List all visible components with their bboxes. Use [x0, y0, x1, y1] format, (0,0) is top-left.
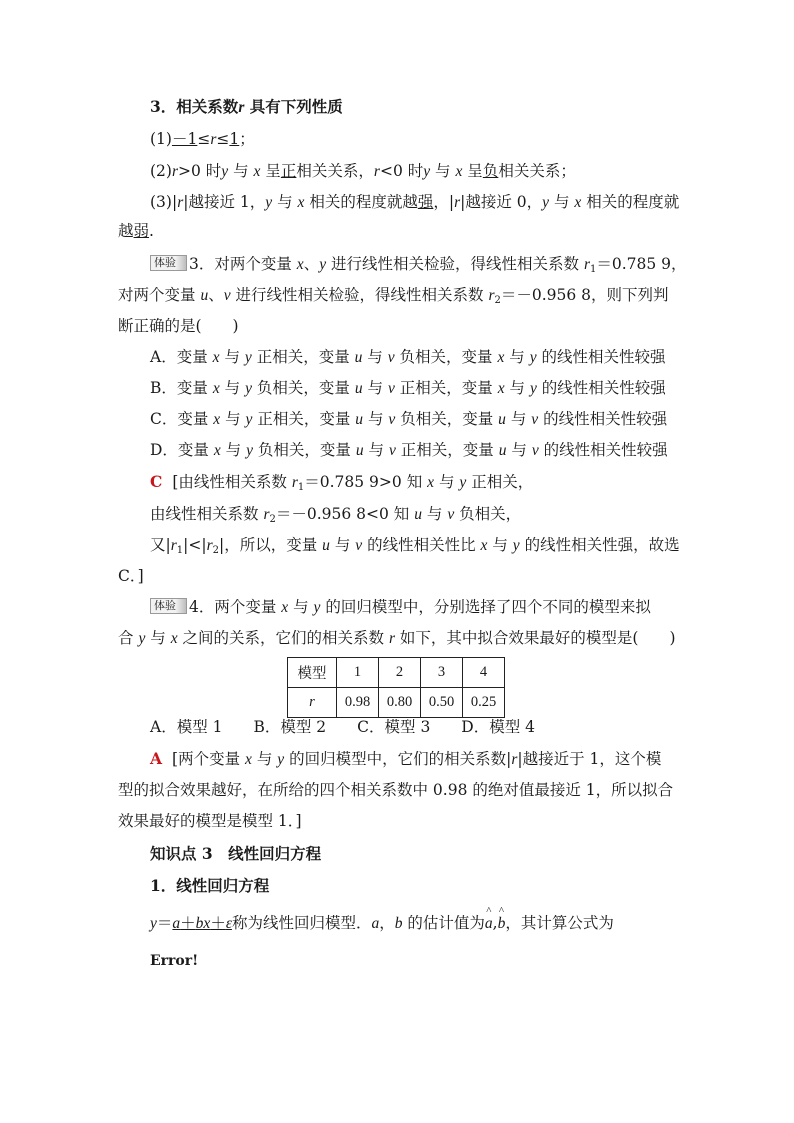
- title-text-2: 具有下列性质: [244, 97, 343, 116]
- text: 3．对两个变量: [189, 255, 297, 273]
- var: x: [212, 380, 220, 397]
- table-cell: 0.98: [337, 688, 379, 718]
- text: 与: [219, 348, 245, 366]
- exercise-4-solution-3: [118, 811, 302, 831]
- text: 与: [251, 750, 278, 768]
- var-r: r: [454, 194, 461, 211]
- text: 与: [363, 441, 389, 459]
- a-hat: ^ a: [485, 914, 493, 934]
- var: u: [355, 411, 364, 428]
- text: 的线性相关性较强: [538, 441, 668, 459]
- var-y: y: [277, 751, 285, 768]
- var-r: r: [488, 287, 495, 304]
- property-3-line-1: [150, 192, 679, 213]
- text: 称为线性回归模型．: [231, 914, 372, 932]
- var-y: y: [542, 194, 550, 211]
- text: 负相关，变量: [253, 441, 356, 459]
- text: 、: [303, 255, 320, 273]
- var: u: [355, 442, 364, 459]
- answer-letter: A: [150, 749, 163, 768]
- text: C．]: [118, 567, 144, 585]
- weak: 弱: [133, 222, 150, 240]
- text: 负相关，变量: [251, 379, 355, 397]
- var-x: x: [455, 163, 463, 180]
- var-x: x: [427, 474, 435, 491]
- text: [由线性相关系数: [172, 473, 292, 491]
- text: 与: [145, 629, 171, 647]
- lower-bound: －1: [171, 130, 198, 148]
- text: 合: [118, 629, 139, 647]
- negative: 负: [482, 162, 499, 180]
- positive: 正: [280, 162, 297, 180]
- subsection-1-title: [150, 876, 269, 896]
- text: 与: [272, 193, 298, 211]
- text: |，所以，变量: [219, 536, 323, 554]
- text: C．变量: [150, 410, 214, 428]
- exercise-3-line-1: [150, 254, 687, 275]
- subscript: 1: [590, 264, 597, 275]
- text: 、: [208, 286, 224, 304]
- text: 型的拟合效果越好，在所给的四个相关系数中 0.98 的绝对值最接近 1，所以拟合: [118, 781, 674, 799]
- table-header-cell: r: [288, 688, 337, 718]
- text: 与: [549, 193, 575, 211]
- var: y: [529, 380, 537, 397]
- var-r: r: [511, 751, 518, 768]
- var-r: r: [291, 474, 298, 491]
- text: 的线性相关性较强: [536, 379, 666, 397]
- var-y: y: [150, 915, 157, 932]
- var: v: [388, 411, 396, 428]
- var-v: v: [447, 506, 455, 523]
- text: 正相关，变量: [252, 410, 356, 428]
- table-header-cell: 模型: [288, 658, 337, 688]
- property-1: [150, 129, 255, 150]
- var-bx: bx: [195, 915, 211, 932]
- text: 正相关，: [466, 473, 534, 491]
- var-r: r: [373, 163, 380, 180]
- text: 与: [434, 473, 460, 491]
- var-u: u: [414, 506, 422, 523]
- text: 效果最好的模型是模型 1．]: [118, 812, 302, 830]
- var: x: [497, 349, 505, 366]
- var: u: [498, 411, 506, 428]
- regression-model-line: [150, 913, 614, 934]
- text: 呈: [462, 162, 483, 180]
- text: 的线性相关性较强: [538, 410, 668, 428]
- text: 与: [363, 410, 389, 428]
- exercise-3-option-b: [150, 378, 666, 399]
- var-a: a: [172, 915, 181, 932]
- text: 知识点 3 线性回归方程: [150, 844, 322, 863]
- var-x: x: [480, 537, 488, 554]
- var-v: v: [355, 537, 363, 554]
- var-y: y: [459, 474, 467, 491]
- text: 的回归模型中，分别选择了四个不同的模型来拟: [320, 598, 651, 616]
- text: ＝0.785 9>0 知: [304, 473, 428, 491]
- exercise-3-option-a: [150, 347, 666, 368]
- table-cell: 0.25: [463, 688, 505, 718]
- var-a: a: [371, 915, 380, 932]
- text: [两个变量: [172, 750, 246, 768]
- exercise-3-line-2: [118, 285, 669, 306]
- exercise-4-solution-2: [118, 780, 673, 800]
- var: x: [497, 380, 505, 397]
- title-text: 相关系数: [176, 97, 239, 116]
- subscript: 1: [297, 482, 305, 493]
- subscript: 2: [212, 545, 220, 556]
- text: 进行线性相关检验，得线性相关系数: [230, 286, 489, 304]
- section-3-title: [150, 97, 343, 118]
- text: 与: [505, 410, 532, 428]
- comma: ,: [492, 914, 498, 932]
- error-text: Error!: [150, 953, 199, 969]
- var-x: x: [281, 599, 289, 616]
- text: 与: [288, 598, 314, 616]
- correlation-table: [287, 657, 505, 718]
- var-r: r: [171, 163, 179, 180]
- text: D．变量: [150, 441, 214, 459]
- error-placeholder: [150, 951, 198, 971]
- var-y: y: [138, 630, 146, 647]
- var-x: x: [297, 194, 305, 211]
- exercise-4-options: [150, 717, 535, 737]
- var-r: r: [170, 537, 177, 554]
- var-y: y: [313, 599, 321, 616]
- section-number: 3．: [150, 97, 177, 116]
- text: 与: [504, 348, 530, 366]
- text: 与: [487, 536, 513, 554]
- prefix: (1): [150, 130, 172, 148]
- var-u: u: [200, 287, 209, 304]
- plus: ＋: [180, 914, 196, 932]
- var-x: x: [245, 751, 252, 768]
- var: x: [213, 442, 221, 459]
- text: 的估计值为: [402, 914, 485, 932]
- text: 与: [506, 441, 532, 459]
- var-x: x: [253, 163, 261, 180]
- var-x: x: [170, 630, 178, 647]
- var-x: x: [296, 256, 304, 273]
- prefix: (3)|: [150, 193, 178, 211]
- exercise-3-option-d: [150, 440, 668, 461]
- text: |越接近 1，: [183, 193, 266, 211]
- var: v: [531, 442, 539, 459]
- text: 与: [220, 441, 247, 459]
- text: 的线性相关性比: [362, 536, 481, 554]
- text: 与: [430, 162, 456, 180]
- var-y: y: [423, 163, 431, 180]
- text: 正相关，变量: [395, 441, 499, 459]
- subscript: 2: [494, 295, 501, 306]
- text: 由线性相关系数: [150, 505, 264, 523]
- exercise-4-line-2: [118, 628, 676, 649]
- strong: 强: [417, 193, 434, 211]
- var-x: x: [574, 194, 582, 211]
- var: v: [387, 380, 395, 397]
- exercise-4-solution-1: [150, 749, 661, 770]
- text: 与: [220, 410, 246, 428]
- text: 与: [421, 505, 448, 523]
- text: 负相关，变量: [394, 348, 498, 366]
- table-cell: 2: [379, 658, 421, 688]
- var: v: [388, 442, 396, 459]
- table-cell: 0.80: [379, 688, 421, 718]
- text: ，|: [433, 193, 455, 211]
- subscript: 1: [176, 545, 184, 556]
- text: <0 时: [379, 162, 424, 180]
- var: y: [529, 349, 537, 366]
- text: 又|: [150, 536, 171, 554]
- text: 断正确的是( ): [118, 317, 239, 335]
- text: 正相关，变量: [251, 348, 355, 366]
- text: |<|: [183, 536, 207, 554]
- text: 与: [362, 379, 388, 397]
- var-epsilon: ε: [225, 915, 232, 932]
- text: 进行线性相关检验，得线性相关系数: [326, 255, 584, 273]
- answer-letter: C: [150, 472, 163, 491]
- text: A．变量: [150, 348, 213, 366]
- var-y: y: [265, 194, 273, 211]
- le-sign: ≤: [197, 130, 211, 148]
- le-sign-2: ≤: [216, 130, 230, 148]
- exercise-3-line-3: [118, 316, 239, 336]
- text: >0 时: [178, 162, 222, 180]
- text: 与: [228, 162, 254, 180]
- text: 正相关，变量: [394, 379, 498, 397]
- text: 的回归模型中，它们的相关系数|: [284, 750, 512, 768]
- text: ＝－0.956 8<0 知: [275, 505, 415, 523]
- text: 负相关，变量: [395, 410, 499, 428]
- property-2: [150, 161, 576, 182]
- var-r: r: [263, 506, 270, 523]
- var: u: [354, 349, 363, 366]
- table-cell: 4: [463, 658, 505, 688]
- b-hat: ^ b: [498, 914, 506, 934]
- exercise-3-option-c: [150, 409, 667, 430]
- var-r: r: [583, 256, 590, 273]
- prefix: (2): [150, 162, 172, 180]
- text: .: [149, 222, 154, 240]
- var: v: [387, 349, 395, 366]
- var: v: [531, 411, 539, 428]
- text: ，: [379, 914, 395, 932]
- text: 与: [362, 348, 388, 366]
- var: y: [245, 411, 253, 428]
- var-r: r: [210, 131, 217, 148]
- regression-formula: [172, 914, 232, 932]
- var-u: u: [322, 537, 330, 554]
- upper-bound: 1: [229, 130, 240, 148]
- text: 4．两个变量: [189, 598, 282, 616]
- table-cell: 0.50: [421, 688, 463, 718]
- var-y: y: [512, 537, 520, 554]
- text: ＝0.785 9，: [596, 255, 687, 273]
- var: x: [212, 349, 220, 366]
- text: 的线性相关性强，故选: [519, 536, 680, 554]
- var: x: [213, 411, 221, 428]
- text: 1．线性回归方程: [150, 876, 270, 895]
- text: 如下，其中拟合效果最好的模型是( ): [394, 629, 676, 647]
- equals: ＝: [156, 914, 173, 932]
- table-row: [288, 658, 505, 688]
- knowledge-point-3-title: [150, 844, 321, 864]
- text: 呈: [260, 162, 281, 180]
- var-b: b: [394, 915, 403, 932]
- var: y: [244, 349, 252, 366]
- var: u: [498, 442, 507, 459]
- exercise-4-line-1: [150, 597, 651, 618]
- plus: ＋: [210, 914, 226, 932]
- exercise-3-solution-1: [150, 472, 533, 493]
- var-r: r: [206, 537, 213, 554]
- text: B．变量: [150, 379, 213, 397]
- var: y: [246, 442, 253, 459]
- subscript: 2: [269, 514, 276, 525]
- text: A．模型 1 B．模型 2 C．模型 3 D．模型 4: [150, 718, 536, 736]
- exercise-tag: 体验: [150, 598, 187, 614]
- text: 的线性相关性较强: [536, 348, 666, 366]
- var: y: [245, 380, 252, 397]
- text: |越接近于 1，这个模: [517, 750, 662, 768]
- text: 与: [504, 379, 530, 397]
- text: 之间的关系，它们的相关系数: [177, 629, 389, 647]
- text: ，其计算公式为: [505, 914, 614, 932]
- punct: ；: [239, 130, 255, 148]
- table-cell: 3: [421, 658, 463, 688]
- property-3-line-2: [118, 221, 154, 241]
- text: |越接近 0，: [460, 193, 543, 211]
- table-cell: 1: [337, 658, 379, 688]
- text: 与: [329, 536, 356, 554]
- text: 相关的程度就: [581, 193, 680, 211]
- var-r: r: [238, 99, 245, 116]
- exercise-3-solution-3: [150, 535, 680, 556]
- text: ＝－0.956 8，则下列判: [500, 286, 669, 304]
- text: 相关关系，: [296, 162, 374, 180]
- var-y: y: [221, 163, 229, 180]
- exercise-tag: 体验: [150, 255, 187, 271]
- var-r: r: [177, 194, 184, 211]
- var-v: v: [223, 287, 231, 304]
- table-row: [288, 688, 505, 718]
- text: 与: [219, 379, 246, 397]
- text: 负相关，: [454, 505, 522, 523]
- text: 相关关系；: [498, 162, 576, 180]
- text: 对两个变量: [118, 286, 201, 304]
- exercise-3-solution-2: [150, 504, 521, 525]
- exercise-3-solution-4: [118, 566, 144, 586]
- var-r: r: [388, 630, 395, 647]
- text: 越: [118, 222, 134, 240]
- var: u: [354, 380, 363, 397]
- text: 相关的程度就越: [304, 193, 418, 211]
- var-y: y: [319, 256, 327, 273]
